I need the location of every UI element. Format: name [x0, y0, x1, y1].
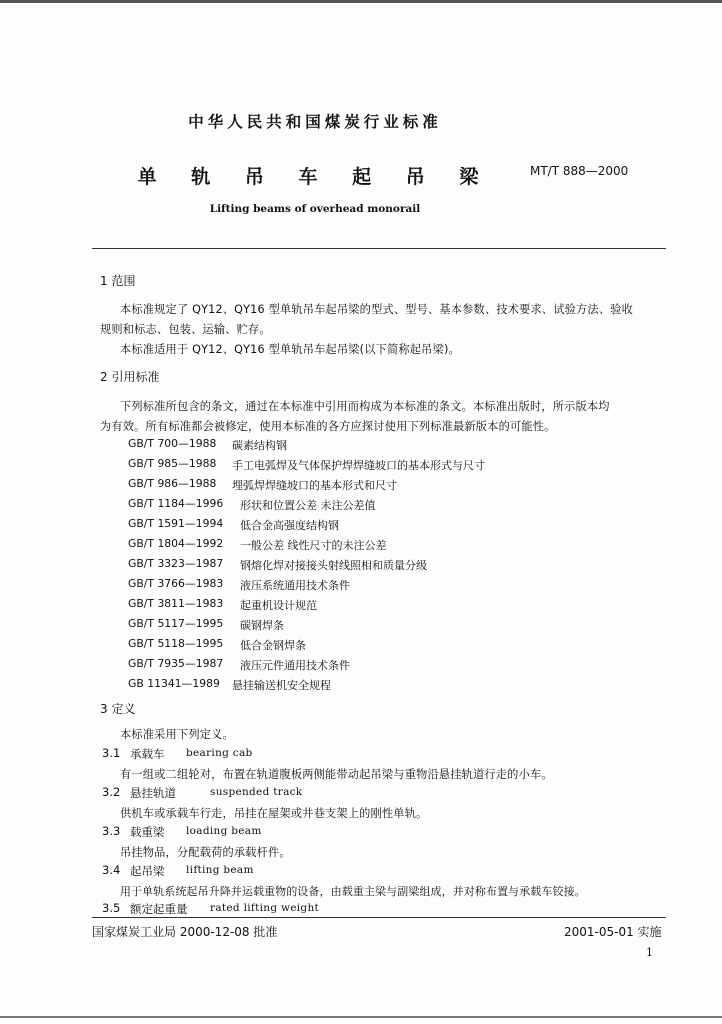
reference-title: 低合金高强度结构钢 [240, 519, 339, 532]
section-3-heading: 3 定义 [100, 702, 136, 716]
reference-title: 形状和位置公差 未注公差值 [240, 499, 376, 512]
reference-title: 液压元件通用技术条件 [240, 659, 350, 672]
standard-code: MT/T 888—2000 [530, 164, 629, 178]
definition-term: 额定起重量 [130, 902, 188, 916]
reference-code: GB/T 1804—1992 [128, 537, 224, 550]
section-1-para-1b: 规则和标志、包装、运输、贮存。 [100, 323, 271, 336]
section-1-heading: 1 范围 [100, 274, 136, 288]
definition-term: 悬挂轨道 [130, 786, 176, 800]
organization-title: 中华人民共和国煤炭行业标准 [188, 112, 442, 131]
reference-title: 手工电弧焊及气体保护焊焊缝坡口的基本形式与尺寸 [232, 459, 485, 472]
reference-title: 悬挂输送机安全规程 [232, 679, 331, 692]
approval-note: 国家煤炭工业局 2000-12-08 批准 [92, 925, 278, 939]
reference-title: 一般公差 线性尺寸的未注公差 [240, 539, 387, 552]
definition-term-en: loading beam [186, 825, 262, 837]
reference-code: GB/T 7935—1987 [128, 657, 224, 670]
scan-bottom-edge [0, 1016, 722, 1018]
header-divider [92, 248, 666, 249]
definition-term-en: suspended track [210, 786, 303, 798]
reference-title: 埋弧焊焊缝坡口的基本形式和尺寸 [232, 479, 397, 492]
section-2-para-1a: 下列标准所包含的条文，通过在本标准中引用而构成为本标准的条文。本标准出版时，所示版本均 [120, 400, 610, 413]
reference-title: 液压系统通用技术条件 [240, 579, 350, 592]
definition-term-en: rated lifting weight [210, 902, 320, 914]
footer-divider [92, 917, 666, 918]
reference-title: 钢熔化焊对接接头射线照相和质量分级 [240, 559, 427, 572]
english-title: Lifting beams of overhead monorail [209, 203, 421, 215]
reference-code: GB/T 1591—1994 [128, 517, 224, 530]
section-3-intro: 本标准采用下列定义。 [120, 728, 234, 741]
reference-code: GB/T 3323—1987 [128, 557, 224, 570]
definition-desc: 用于单轨系统起吊升降并运载重物的设备，由载重主梁与副梁组成，并对称布置与承载车铰接。 [120, 885, 586, 898]
definition-desc: 供机车或承载车行走，吊挂在屋架或井巷支架上的刚性单轨。 [120, 807, 428, 820]
section-2-para-1b: 为有效。所有标准都会被修定，使用本标准的各方应探讨使用下列标准最新版本的可能性。 [100, 420, 556, 433]
definition-term-en: lifting beam [186, 864, 254, 876]
reference-code: GB/T 1184—1996 [128, 497, 224, 510]
effective-date: 2001-05-01 实施 [564, 925, 662, 939]
reference-code: GB/T 5118—1995 [128, 637, 224, 650]
reference-code: GB/T 986—1988 [128, 477, 217, 490]
definition-number: 3.2 [102, 785, 121, 799]
definition-desc: 有一组或二组轮对，布置在轨道腹板两侧能带动起吊梁与重物沿悬挂轨道行走的小车。 [120, 768, 553, 781]
page-number: 1 [646, 946, 653, 959]
section-1-para-1a: 本标准规定了 QY12、QY16 型单轨吊车起吊梁的型式、型号、基本参数、技术要求、试验方法、验收 [120, 303, 633, 316]
reference-code: GB/T 985—1988 [128, 457, 217, 470]
reference-code: GB/T 5117—1995 [128, 617, 224, 630]
definition-number: 3.1 [102, 746, 121, 760]
standard-title: 单 轨 吊 车 起 吊 梁 [137, 166, 493, 188]
reference-title: 碳钢焊条 [240, 619, 284, 632]
definition-term: 承载车 [130, 747, 165, 761]
reference-title: 起重机设计规范 [240, 599, 317, 612]
definition-term: 载重梁 [130, 825, 165, 839]
scan-top-edge [0, 0, 722, 3]
definition-term-en: bearing cab [186, 747, 253, 759]
definition-number: 3.4 [102, 863, 121, 877]
section-1-para-2: 本标准适用于 QY12、QY16 型单轨吊车起吊梁(以下简称起吊梁)。 [120, 343, 460, 356]
definition-term: 起吊梁 [130, 864, 165, 878]
definition-desc: 吊挂物品，分配载荷的承载杆件。 [120, 846, 291, 859]
reference-code: GB/T 3811—1983 [128, 597, 224, 610]
reference-code: GB/T 3766—1983 [128, 577, 224, 590]
definition-number: 3.5 [102, 901, 121, 915]
section-2-heading: 2 引用标准 [100, 370, 160, 384]
reference-title: 低合金钢焊条 [240, 639, 306, 652]
reference-code: GB/T 700—1988 [128, 437, 217, 450]
reference-code: GB 11341—1989 [128, 677, 220, 690]
reference-title: 碳素结构钢 [232, 439, 287, 452]
definition-number: 3.3 [102, 824, 121, 838]
